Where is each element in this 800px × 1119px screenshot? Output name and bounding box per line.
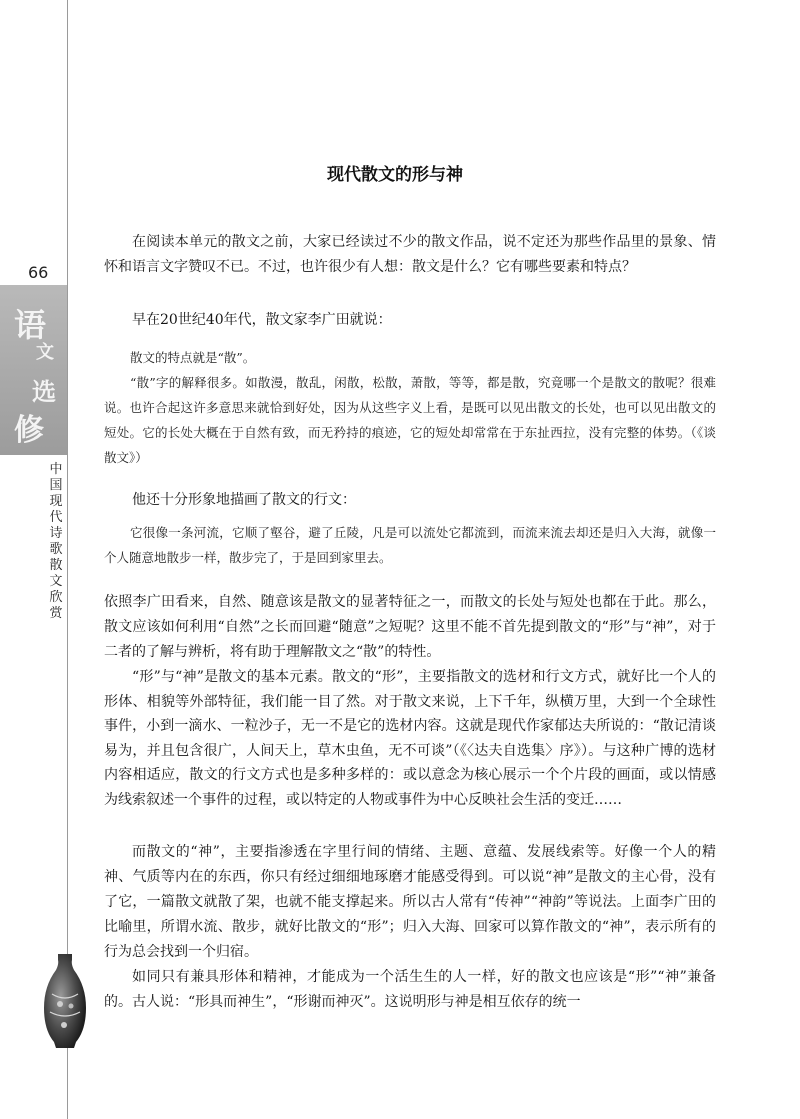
series-char-xuan: 选 xyxy=(32,377,56,406)
quote-body: “散”字的解释很多。如散漫，散乱，闲散，松散，萧散，等等，都是散，究竟哪一个是散文的散呢？很难说。也许合起这许多意思来就恰到好处，因为从这些字义上看，是既可以见出散文的长处，也可以见出散文的短处。它的长处大概在于自然有致，而无矜持的痕迹，它的短处却常常在于东扯西拉，没有完整的体势。（《谈散文》） xyxy=(104,375,716,465)
quote-river: 它很像一条河流，它顺了壑谷，避了丘陵，凡是可以流处它都流到，而流来流去却还是归入大海，就像一个人随意地散步一样，散步完了，于是回到家里去。 xyxy=(104,525,716,565)
paragraph-description-lead: 他还十分形象地描画了散文的行文： xyxy=(132,492,356,508)
paragraph-intro: 在阅读本单元的散文之前，大家已经读过不少的散文作品，说不定还为那些作品里的景象、情怀和语言文字赞叹不已。不过，也许很少有人想：散文是什么？它有哪些要素和特点？ xyxy=(104,234,716,275)
paragraph-conclusion: 如同只有兼具形体和精神，才能成为一个活生生的人一样，好的散文也应该是“形”“神”兼备的。古人说：“形具而神生”，“形谢而神灭”。这说明形与神是相互依存的统一 xyxy=(104,969,716,1010)
paragraph-spirit: 而散文的“神”，主要指渗透在字里行间的情绪、主题、意蕴、发展线索等。好像一个人的精神、气质等内在的东西，你只有经过细细地琢磨才能感受得到。可以说“神”是散文的主心骨，没有了它，一篇散文就散了架，也就不能支撑起来。所以古人常有“传神”“神韵”等说法。上面李广田的比喻里，所谓水流、散步，就好比散文的“形”；归入大海、回家可以算作散文的“神”，表示所有的行为总会找到一个归宿。 xyxy=(104,844,716,960)
book-title: 中国现代诗歌散文欣赏 xyxy=(49,462,63,621)
page-number: 66 xyxy=(28,263,49,282)
paragraph-quote-lead: 早在20世纪40年代，散文家李广田就说： xyxy=(132,312,392,328)
quote-first-line: 散文的特点就是“散”。 xyxy=(130,350,256,365)
series-char-wen: 文 xyxy=(36,342,54,363)
article-title: 现代散文的形与神 xyxy=(327,165,463,185)
series-char-yu: 语 xyxy=(14,306,47,344)
paragraph-analysis: 依照李广田看来，自然、随意该是散文的显著特征之一，而散文的长处与短处也都在于此。那么，散文应该如何利用“自然”之长而回避“随意”之短呢？这里不能不首先提到散文的“形”与“神”，对于二者的了解与辨析，将有助于理解散文之“散”的特性。 xyxy=(104,594,716,660)
vase-decoration-icon xyxy=(40,950,90,1050)
paragraph-form: “形”与“神”是散文的基本元素。散文的“形”，主要指散文的选材和行文方式，就好比一个人的形体、相貌等外部特征，我们能一目了然。对于散文来说，上下千年，纵横万里，大到一个全球性事件，小到一滴水、一粒沙子，无一不是它的选材内容。这就是现代作家郁达夫所说的：“散记清谈易为，并且包含很广，人间天上，草木虫鱼，无不可谈”（《〈达夫自选集〉序》）。与这种广博的选材内容相适应，散文的行文方式也是多种多样的：或以意念为核心展示一个个片段的画面，或以情感为线索叙述一个事件的过程，或以特定的人物或事件为中心反映社会生活的变迁…… xyxy=(104,669,716,808)
series-char-xiu: 修 xyxy=(14,413,44,448)
